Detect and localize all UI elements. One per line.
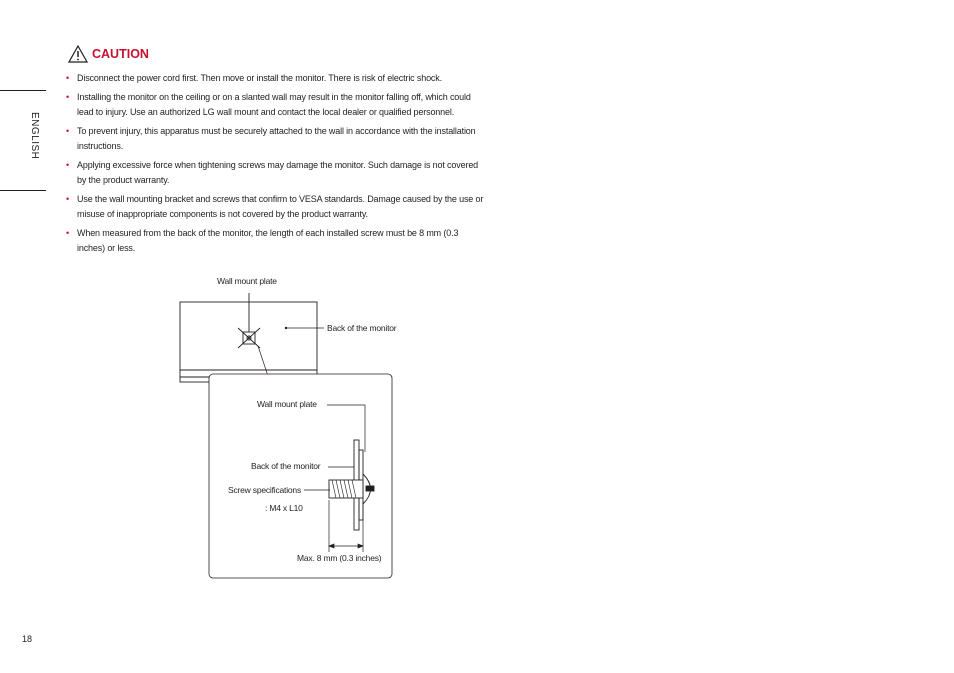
monitor-back-drawing <box>180 302 317 382</box>
label-wall-mount-plate-top: Wall mount plate <box>217 276 277 286</box>
label-back-of-monitor-detail: Back of the monitor <box>251 461 321 471</box>
label-back-of-monitor-top: Back of the monitor <box>327 323 397 333</box>
caution-item: • Disconnect the power cord first. Then move or install the monitor. There is risk of electric shock. <box>66 73 442 83</box>
wall-mount-bracket-drawing <box>238 293 260 348</box>
caution-item: • Use the wall mounting bracket and screws that confirm to VESA standards. Damage caused by the use or misuse of inappropriate components is not covered by the product warranty. <box>66 193 484 219</box>
label-max-length: Max. 8 mm (0.3 inches) <box>297 553 382 563</box>
page-number: 18 <box>22 634 33 644</box>
label-screw-specifications: Screw specifications <box>228 485 302 495</box>
caution-title: CAUTION <box>92 47 149 61</box>
caution-item: • Applying excessive force when tightening screws may damage the monitor. Such damage is not covered by the product warranty. <box>66 159 479 185</box>
caution-item: • To prevent injury, this apparatus must be securely attached to the wall in accordance with the installation instructions. <box>66 125 476 151</box>
caution-item: • When measured from the back of the monitor, the length of each installed screw must be 8 mm (0.3 inches) or less. <box>66 227 459 253</box>
label-wall-mount-plate-detail: Wall mount plate <box>257 399 317 409</box>
caution-item: • Installing the monitor on the ceiling or on a slanted wall may result in the monitor falling off, which could lead to injury. Use an authorized LG wall mount and contact the local dealer or qualified personnel. <box>66 91 471 117</box>
label-screw-size: : M4 x L10 <box>265 503 303 513</box>
language-label: ENGLISH <box>29 112 40 160</box>
